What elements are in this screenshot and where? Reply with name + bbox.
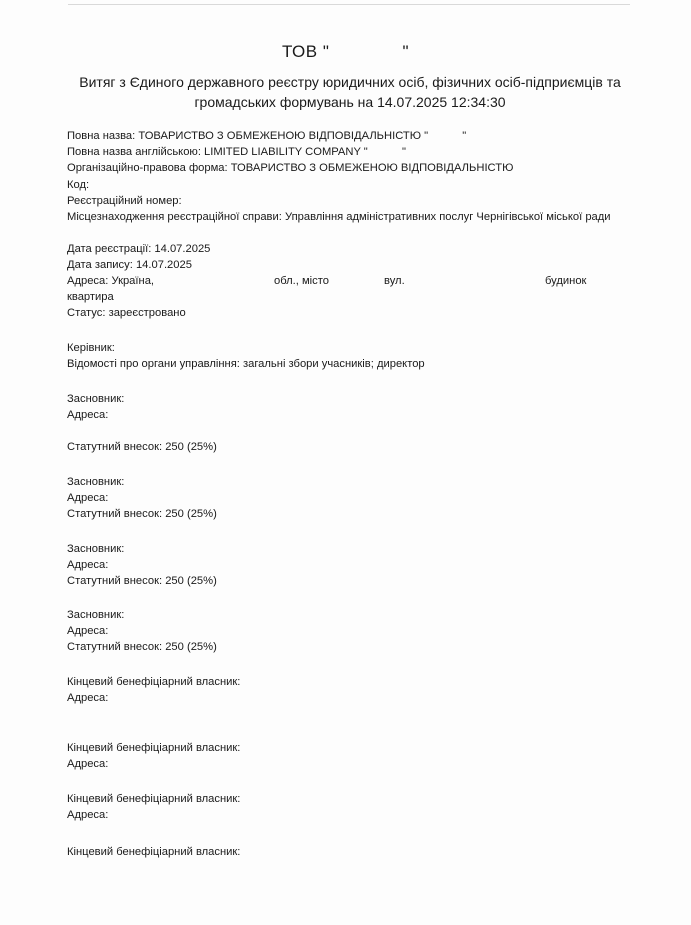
founder-address: Адреса:: [67, 492, 109, 504]
founder-capital: Статутний внесок: 250 (25%): [67, 575, 217, 587]
founder-address: Адреса:: [67, 559, 109, 571]
document-title: ТОВ " ": [281, 42, 410, 61]
full-name-field: Повна назва: ТОВАРИСТВО З ОБМЕЖЕНОЮ ВІДПОВІДАЛЬНІСТЮ " ": [67, 130, 467, 142]
founder-label: Засновник:: [67, 543, 125, 555]
full-name-en-field: Повна назва англійською: LIMITED LIABILITY COMPANY " ": [67, 146, 406, 158]
beneficiary-label: Кінцевий бенефіціарний власник:: [67, 742, 241, 754]
reg-number-field: Реєстраційний номер:: [67, 195, 182, 207]
legal-form-field: Організаційно-правова форма: ТОВАРИСТВО З ОБМЕЖЕНОЮ ВІДПОВІДАЛЬНІСТЮ: [67, 162, 514, 174]
top-divider: [68, 4, 630, 5]
address-building: будинок: [545, 275, 587, 287]
founder-capital: Статутний внесок: 250 (25%): [67, 641, 217, 653]
beneficiary-address: Адреса:: [67, 809, 109, 821]
founder-capital: Статутний внесок: 250 (25%): [67, 441, 217, 453]
address-apartment: квартира: [67, 291, 114, 303]
reg-date-field: Дата реєстрації: 14.07.2025: [67, 243, 211, 255]
beneficiary-label: Кінцевий бенефіціарний власник:: [67, 676, 241, 688]
founder-label: Засновник:: [67, 476, 125, 488]
address-region: обл., місто: [274, 275, 329, 287]
beneficiary-address: Адреса:: [67, 692, 109, 704]
record-date-field: Дата запису: 14.07.2025: [67, 259, 192, 271]
address-country: Адреса: Україна,: [67, 275, 155, 287]
founder-address: Адреса:: [67, 409, 109, 421]
code-field: Код:: [67, 179, 90, 191]
founder-capital: Статутний внесок: 250 (25%): [67, 508, 217, 520]
founder-label: Засновник:: [67, 393, 125, 405]
reg-location-field: Місцезнаходження реєстраційної справи: Управління адміністративних послуг Чернігівської міської ради: [67, 211, 611, 223]
status-field: Статус: зареєстровано: [67, 307, 186, 319]
founder-label: Засновник:: [67, 609, 125, 621]
head-field: Керівник:: [67, 342, 115, 354]
beneficiary-address: Адреса:: [67, 758, 109, 770]
address-street: вул.: [384, 275, 405, 287]
document-subtitle: Витяг з Єдиного державного реєстру юридичних осіб, фізичних осіб-підприємців та громадських формувань на 14.07.2025 12:34:30: [79, 74, 621, 110]
governing-bodies-field: Відомості про органи управління: загальні збори учасників; директор: [67, 358, 425, 370]
beneficiary-label: Кінцевий бенефіціарний власник:: [67, 846, 241, 858]
founder-address: Адреса:: [67, 625, 109, 637]
beneficiary-label: Кінцевий бенефіціарний власник:: [67, 793, 241, 805]
